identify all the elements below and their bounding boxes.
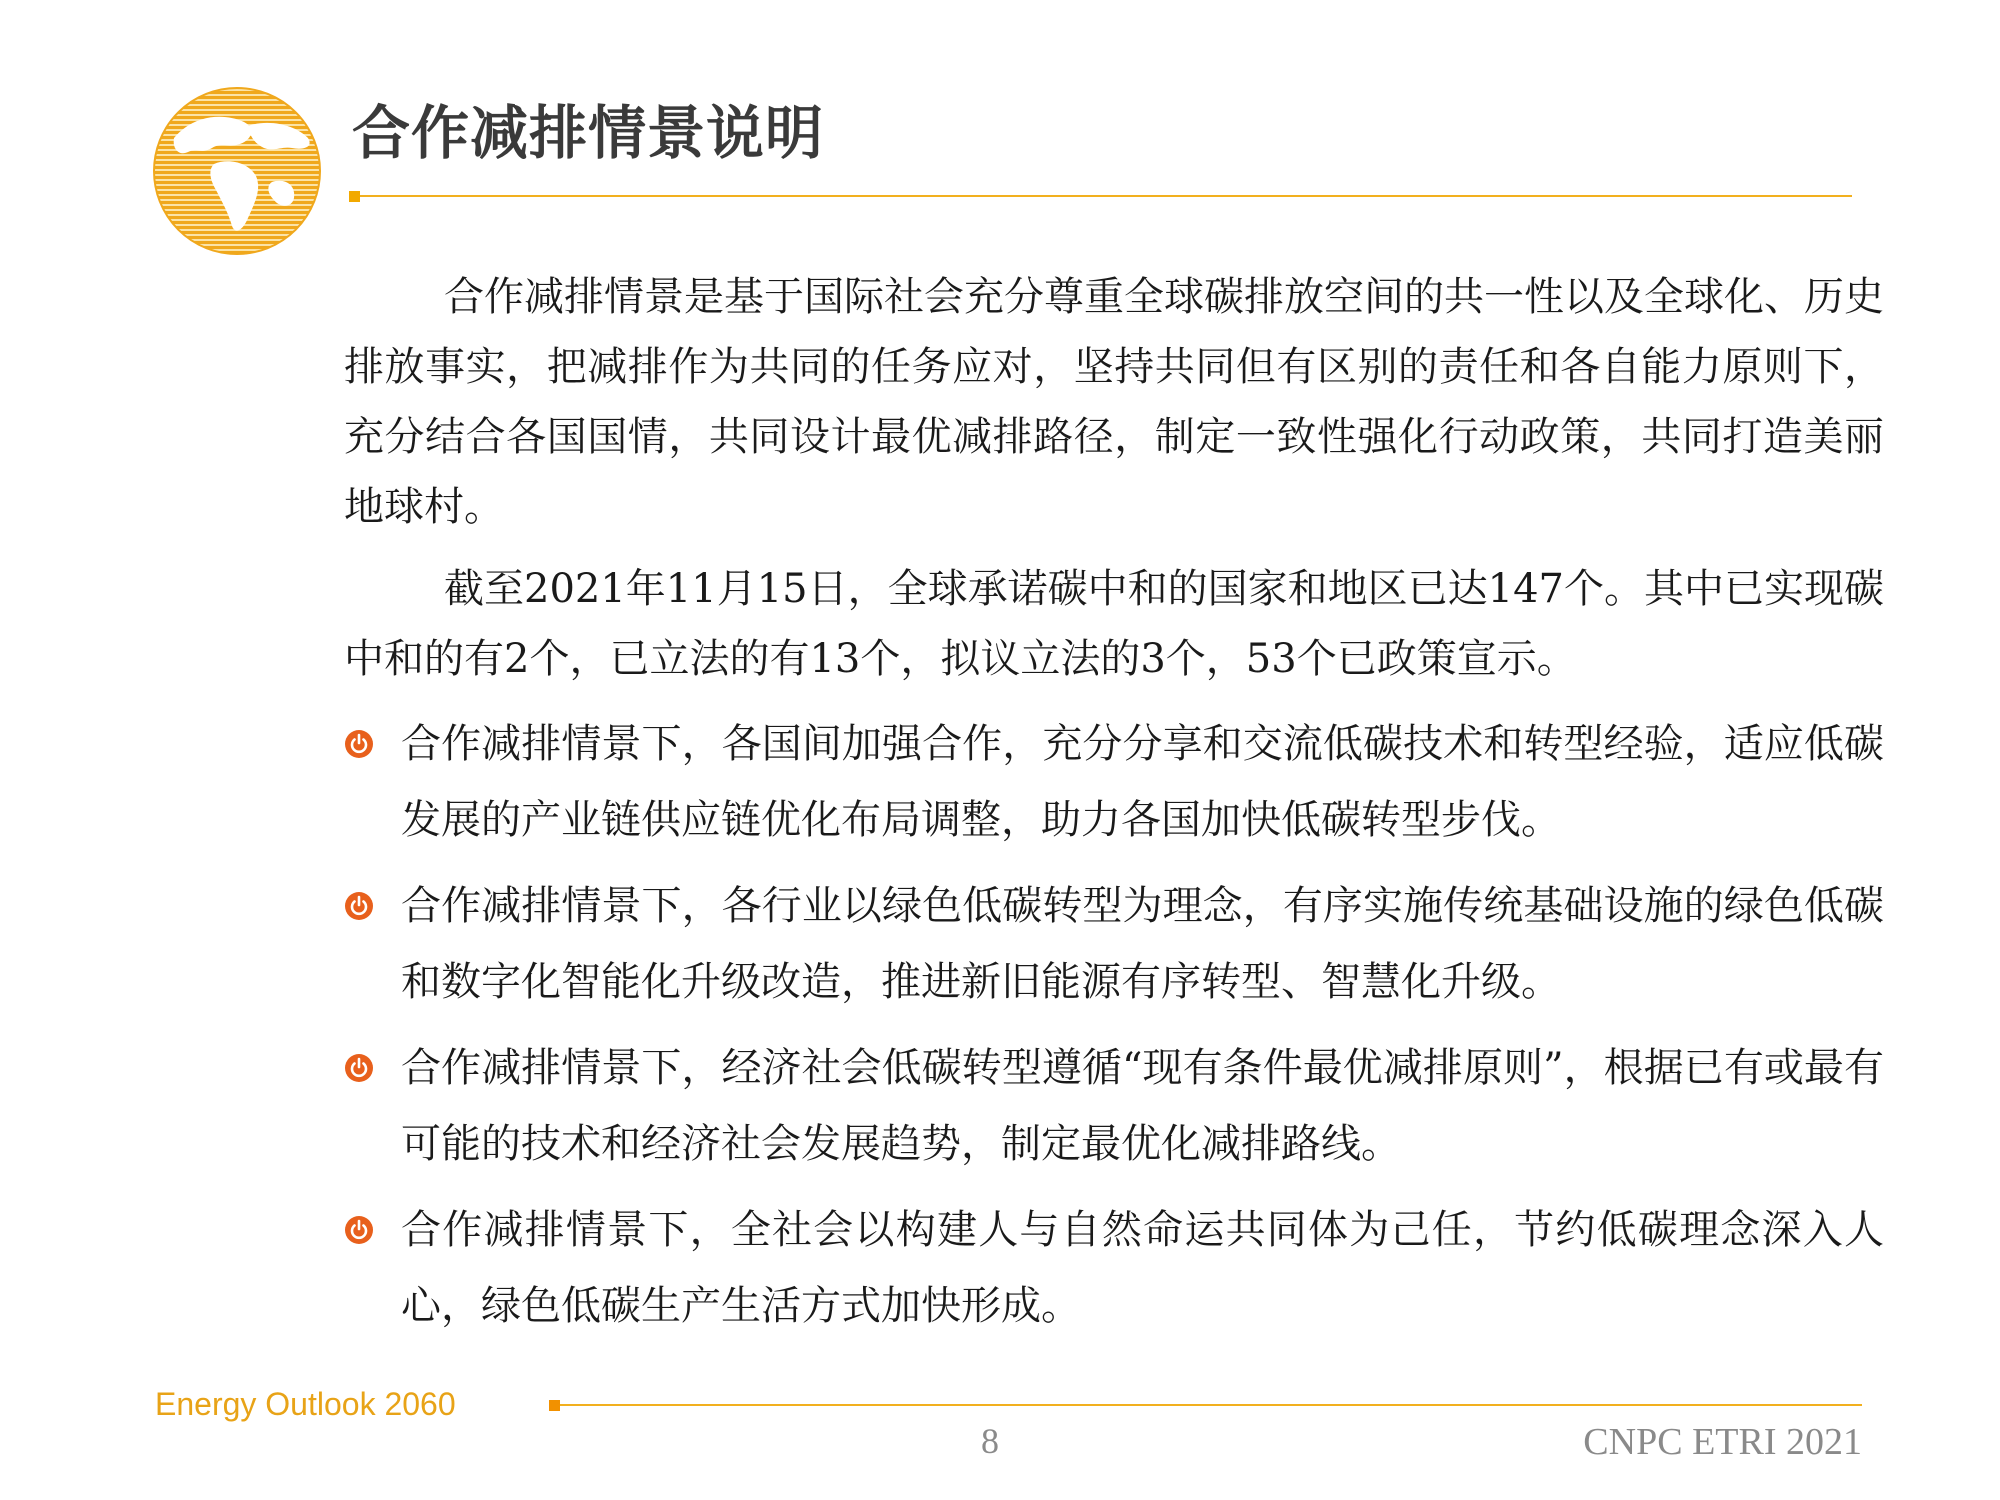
bullet-text: 合作减排情景下，各国间加强合作，充分分享和交流低碳技术和转型经验，适应低碳发展的产业链供应链优化布局调整，助力各国加快低碳转型步伐。	[401, 721, 1884, 843]
title-rule-marker	[349, 191, 360, 202]
orange-power-bullet-icon	[344, 1215, 374, 1245]
list-item	[344, 1030, 1884, 1182]
orange-power-bullet-icon	[344, 729, 374, 759]
list-item	[344, 706, 1884, 858]
bullet-text: 合作减排情景下，经济社会低碳转型遵循“现有条件最优减排原则”，根据已有或最有可能的技术和经济社会发展趋势，制定最优化减排路线。	[401, 1045, 1884, 1167]
main-content	[344, 262, 1884, 1354]
bullet-text: 合作减排情景下，全社会以构建人与自然命运共同体为己任，节约低碳理念深入人心，绿色低碳生产生活方式加快形成。	[401, 1207, 1884, 1329]
globe-icon	[152, 86, 322, 256]
intro-paragraph: 合作减排情景是基于国际社会充分尊重全球碳排放空间的共一性以及全球化、历史排放事实，把减排作为共同的任务应对，坚持共同但有区别的责任和各自能力原则下，充分结合各国国情，共同设计最优减排路径，制定一致性强化行动政策，共同打造美丽地球村。	[344, 274, 1884, 530]
page-number: 8	[981, 1421, 999, 1461]
orange-power-bullet-icon	[344, 1053, 374, 1083]
footer-rule	[560, 1404, 1862, 1406]
footer-rule-marker	[549, 1400, 560, 1411]
carbon-neutral-paragraph: 截至2021年11月15日，全球承诺碳中和的国家和地区已达147个。其中已实现碳中和的有2个，已立法的有13个，拟议立法的3个，53个已政策宣示。	[344, 566, 1884, 682]
page-title: 合作减排情景说明	[352, 99, 825, 167]
title-underline	[360, 195, 1852, 197]
footer-brand: Energy Outlook 2060	[155, 1386, 456, 1422]
footer-organization: CNPC ETRI 2021	[1583, 1421, 1862, 1463]
list-item	[344, 868, 1884, 1020]
bullet-text: 合作减排情景下，各行业以绿色低碳转型为理念，有序实施传统基础设施的绿色低碳和数字化智能化升级改造，推进新旧能源有序转型、智慧化升级。	[401, 883, 1884, 1005]
list-item	[344, 1192, 1884, 1344]
scenario-bullet-list	[344, 706, 1884, 1344]
orange-power-bullet-icon	[344, 891, 374, 921]
